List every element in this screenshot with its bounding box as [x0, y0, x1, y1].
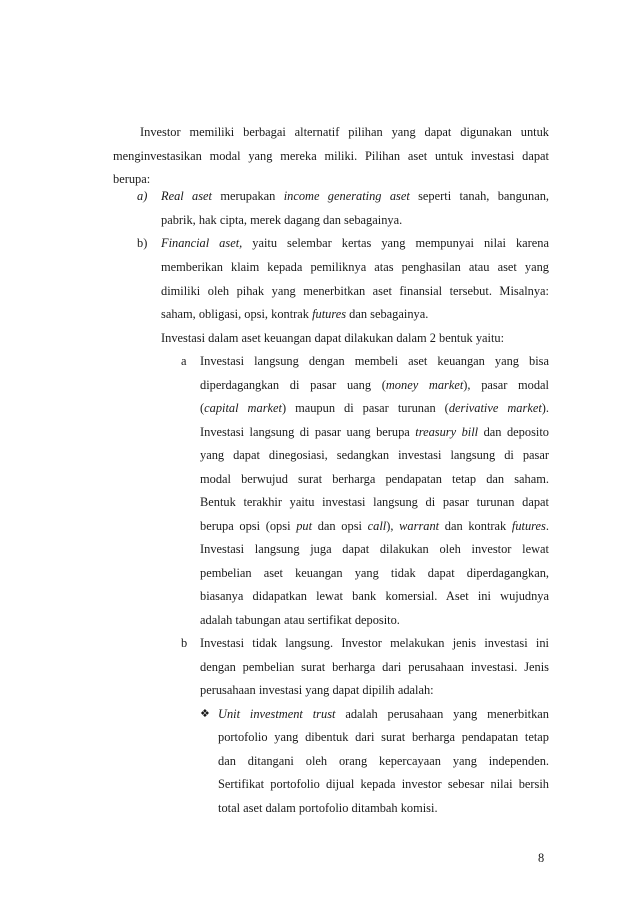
sublist-line: pembelian aset keuangan yang tidak dapat diperdagangkan, [200, 566, 549, 580]
sublist-marker: b [181, 636, 188, 650]
sublist-line: berupa opsi (opsi put dan opsi call), warrant dan kontrak futures. [200, 519, 549, 533]
sublist-line: modal berwujud surat berharga pendapatan tetap dan saham. [200, 472, 549, 486]
bullet-line: portofolio yang dibentuk dari surat berharga pendapatan tetap [218, 730, 549, 744]
term: call [367, 519, 387, 533]
sublist-line: biasanya didapatkan lewat bank komersial. Aset ini wujudnya [200, 589, 549, 603]
term: Financial aset, [161, 236, 243, 250]
bullet-line: total aset dalam portofolio ditambah komisi. [218, 801, 438, 815]
list-item-line: memberikan klaim kepada pemiliknya atas penghasilan atau aset yang [161, 260, 549, 274]
term: treasury bill [415, 425, 479, 439]
sublist-line: adalah tabungan atau sertifikat deposito. [200, 613, 400, 627]
sublist-line: Investasi langsung di pasar uang berupa treasury bill dan deposito [200, 425, 549, 439]
term: futures [312, 307, 347, 321]
list-item-line: saham, obligasi, opsi, kontrak futures dan sebagainya. [161, 307, 429, 321]
sublist-line: yang dapat dinegosiasi, sedangkan investasi langsung di pasar [200, 448, 549, 462]
sublist-line: Bentuk terakhir yaitu investasi langsung di pasar turunan dapat [200, 495, 549, 509]
paragraph-line: berupa: [113, 172, 151, 186]
term: futures [511, 519, 546, 533]
list-marker: a) [137, 189, 148, 203]
list-item-line: Financial aset, yaitu selembar kertas yang mempunyai nilai karena [161, 236, 549, 250]
sublist-line: Investasi langsung juga dapat dilakukan oleh investor lewat [200, 542, 549, 556]
sublist-marker: a [181, 354, 187, 368]
term: put [296, 519, 313, 533]
sublist-line: Investasi tidak langsung. Investor melakukan jenis investasi ini [200, 636, 549, 650]
term: Real aset [161, 189, 212, 203]
bullet-line: dan ditangani oleh orang kepercayaan yang independen. [218, 754, 549, 768]
list-marker: b) [137, 236, 148, 250]
list-item-line: Real aset merupakan income generating aset seperti tanah, bangunan, [161, 189, 549, 203]
paragraph-line: menginvestasikan modal yang mereka miliki. Pilihan aset untuk investasi dapat [113, 149, 549, 163]
bullet-line: Unit investment trust adalah perusahaan yang menerbitkan [218, 707, 549, 721]
term: capital market [204, 401, 282, 415]
sublist-line: perusahaan investasi yang dapat dipilih adalah: [200, 683, 434, 697]
list-item-line: Investasi dalam aset keuangan dapat dilakukan dalam 2 bentuk yaitu: [161, 331, 505, 345]
term: Unit investment trust [218, 707, 336, 721]
term: money market [385, 378, 464, 392]
term: warrant [399, 519, 440, 533]
term: income generating aset [283, 189, 410, 203]
list-item-line: pabrik, hak cipta, merek dagang dan sebagainya. [161, 213, 403, 227]
sublist-line: dengan pembelian surat berharga dari perusahaan investasi. Jenis [200, 660, 549, 674]
sublist-line: (capital market) maupun di pasar turunan (derivative market). [200, 401, 549, 415]
diamond-bullet-icon: ❖ [200, 707, 210, 720]
sublist-line: Investasi langsung dengan membeli aset keuangan yang bisa [200, 354, 549, 368]
paragraph-line: Investor memiliki berbagai alternatif pilihan yang dapat digunakan untuk [140, 125, 549, 139]
sublist-line: diperdagangkan di pasar uang (money market), pasar modal [200, 378, 549, 392]
page-number: 8 [538, 851, 545, 865]
term: derivative market [448, 401, 542, 415]
bullet-line: Sertifikat portofolio dijual kepada investor sebesar nilai bersih [218, 777, 549, 791]
list-item-line: dimiliki oleh pihak yang menerbitkan aset finansial tersebut. Misalnya: [161, 284, 549, 298]
